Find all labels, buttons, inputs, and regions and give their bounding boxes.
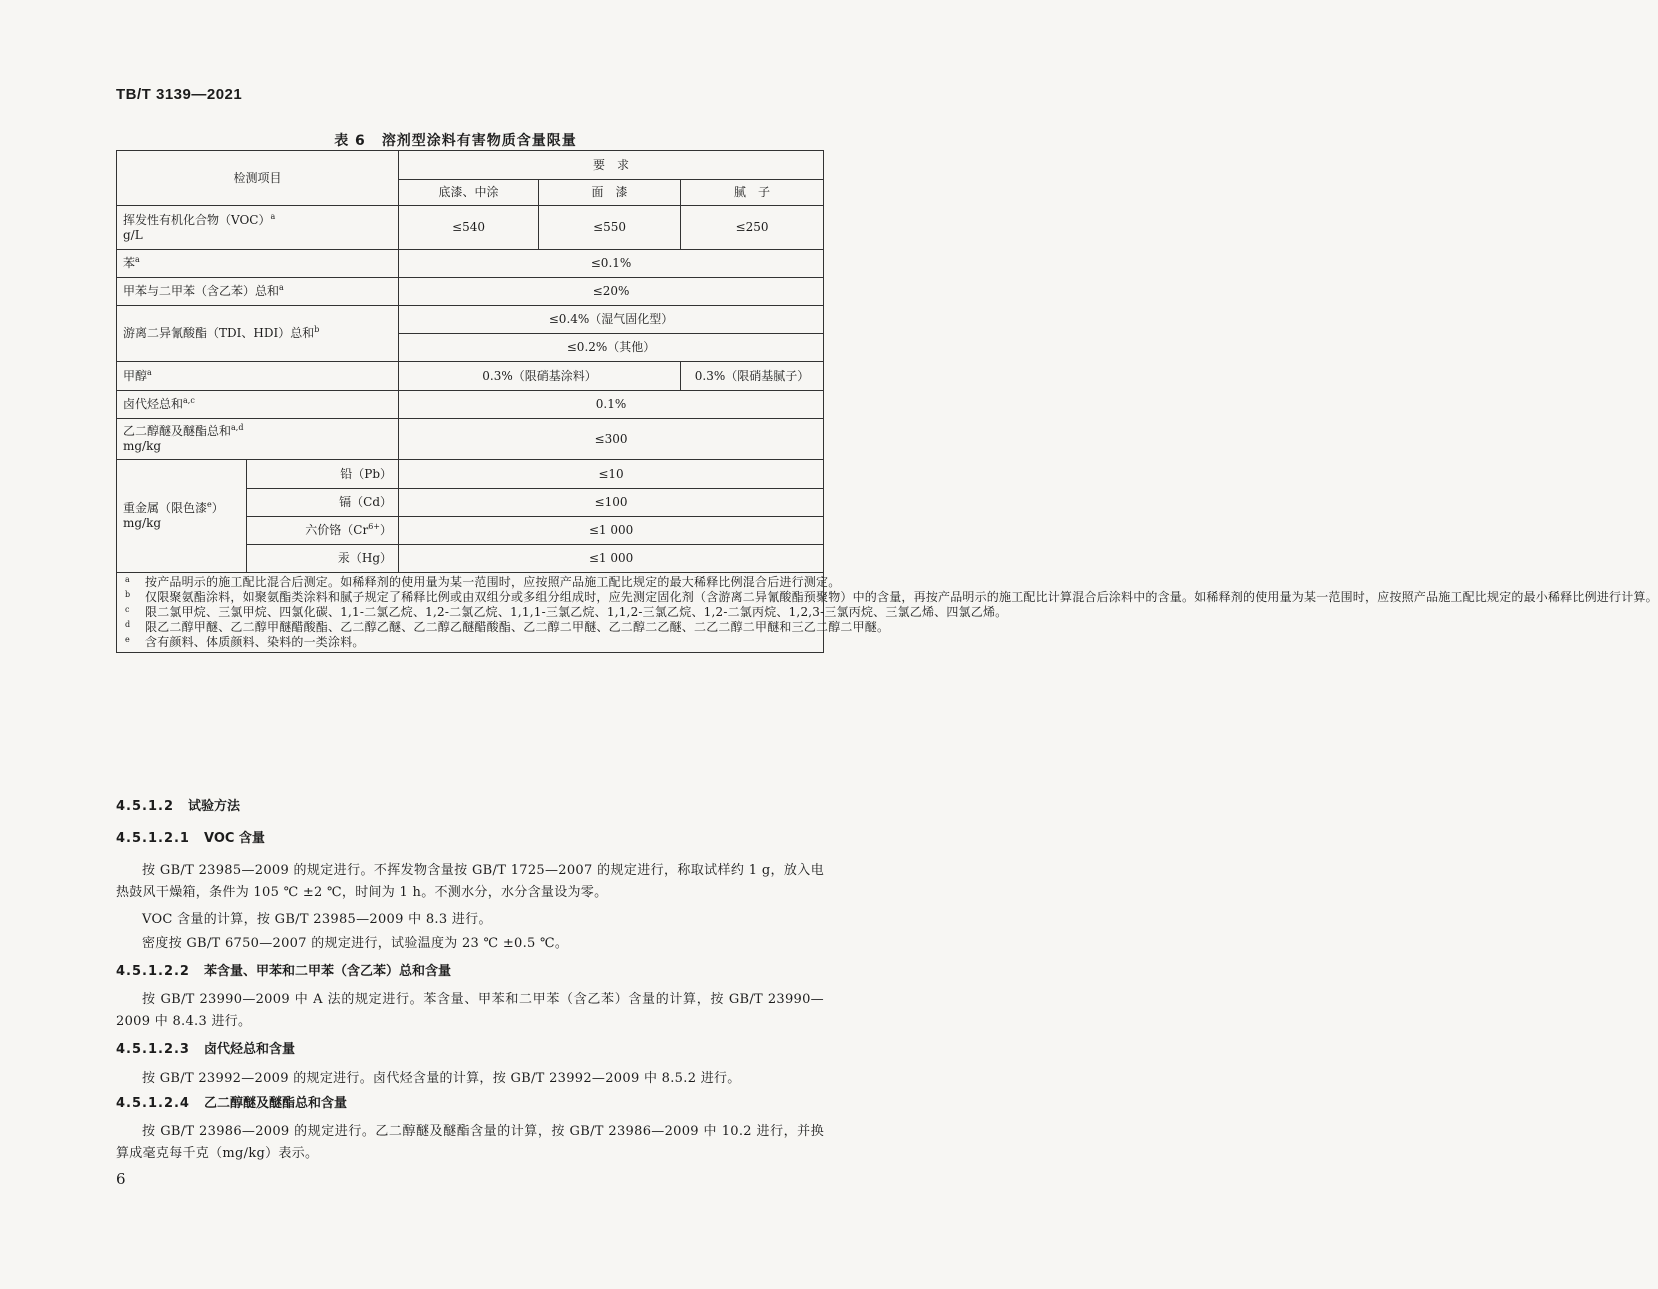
- row-label: 卤代烃总和$^{a,c}$: [117, 391, 399, 419]
- row-label: 苯$^a$: [117, 250, 399, 278]
- table-cell: 0.1%: [399, 391, 824, 419]
- section-heading: 4.5.1.2.3 卤代烃总和含量: [116, 1042, 295, 1057]
- note-b: b 仅限聚氨酯涂料，如聚氨酯类涂料和腻子规定了稀释比例或由双组分或多组分组成时，应先测定固化剂（含游离二异氰酸酯预聚物）中的含量，再按产品明示的施工配比计算混合后涂料中的含量。如稀释剂的使用量为某一范围时，应按照产品施工配比规定的最小稀释比例进行计算。: [125, 590, 1658, 604]
- row-label: 游离二异氰酸酯（TDI、HDI）总和$^b$: [117, 306, 399, 362]
- row-label: 重金属（限色漆$^e$） mg/kg: [117, 460, 247, 573]
- table-cell: ≤0.1%: [399, 250, 824, 278]
- limits-table: [116, 150, 1658, 653]
- section-heading: 4.5.1.2.2 苯含量、甲苯和二甲苯（含乙苯）总和含量: [116, 964, 451, 979]
- paragraph: 按 GB/T 23990—2009 中 A 法的规定进行。苯含量、甲苯和二甲苯（含乙苯）含量的计算，按 GB/T 23990—2009 中 8.4.3 进行。: [116, 992, 824, 1029]
- note-a: a 按产品明示的施工配比混合后测定。如稀释剂的使用量为某一范围时，应按照产品施工配比规定的最大稀释比例混合后进行测定。: [125, 575, 841, 589]
- table-row: [117, 306, 824, 334]
- table-row: [117, 362, 824, 391]
- table-row: [117, 460, 824, 489]
- table-header-row: [117, 151, 824, 180]
- table-cell: ≤0.2%（其他）: [399, 334, 824, 362]
- table-cell: ≤540: [399, 206, 539, 250]
- row-label: 甲醇$^a$: [117, 362, 399, 391]
- table-number: 表 6: [334, 133, 366, 149]
- table-title: 溶剂型涂料有害物质含量限量: [381, 133, 577, 149]
- table-row: [117, 391, 824, 419]
- table-row: [117, 250, 824, 278]
- paragraph: 按 GB/T 23986—2009 的规定进行。乙二醇醚及醚酯含量的计算，按 GB/T 23986—2009 中 10.2 进行，并换算成毫克每千克（mg/kg）表示。: [116, 1124, 824, 1161]
- table-cell: ≤1 000: [399, 545, 824, 573]
- row-label: 挥发性有机化合物（VOC）$^a$ g/L: [117, 206, 399, 250]
- table-caption: [0, 130, 911, 150]
- row-label: 乙二醇醚及醚酯总和$^{a,d}$ mg/kg: [117, 419, 399, 460]
- paragraph: VOC 含量的计算，按 GB/T 23985—2009 中 8.3 进行。: [142, 912, 492, 927]
- metal-name: 铅（Pb）: [247, 460, 399, 489]
- section-heading: 4.5.1.2.4 乙二醇醚及醚酯总和含量: [116, 1096, 347, 1111]
- metal-name: 镉（Cd）: [247, 489, 399, 517]
- paragraph: 按 GB/T 23985—2009 的规定进行。不挥发物含量按 GB/T 1725—2007 的规定进行，称取试样约 1 g，放入电热鼓风干燥箱，条件为 105 ℃ ±2 ℃，时间为 1 h。不测水分，水分含量设为零。: [116, 863, 824, 900]
- note-d: d 限乙二醇甲醚、乙二醇甲醚醋酸酯、乙二醇乙醚、乙二醇乙醚醋酸酯、乙二醇二甲醚、乙二醇二乙醚、二乙二醇二甲醚和三乙二醇二甲醚。: [125, 620, 890, 634]
- table-row: [117, 419, 824, 460]
- standard-code: TB/T 3139—2021: [116, 86, 243, 103]
- table-cell: ≤1 000: [399, 517, 824, 545]
- paragraph: 按 GB/T 23992—2009 的规定进行。卤代烃含量的计算，按 GB/T 23992—2009 中 8.5.2 进行。: [142, 1071, 741, 1086]
- table-cell: ≤100: [399, 489, 824, 517]
- header-primer: 底漆、中涂: [399, 180, 539, 206]
- page-number: 6: [116, 1170, 126, 1188]
- note-c: c 限二氯甲烷、三氯甲烷、四氯化碳、1,1-二氯乙烷、1,2-二氯乙烷、1,1,1-三氯乙烷、1,1,2-三氯乙烷、1,2-二氯丙烷、1,2,3-三氯丙烷、三氯乙烯、四氯乙烯。: [125, 605, 1008, 619]
- notes-row: [117, 573, 824, 653]
- header-requirement: 要 求: [399, 151, 824, 180]
- table-row: [117, 206, 824, 250]
- table-cell: ≤300: [399, 419, 824, 460]
- table-cell: ≤20%: [399, 278, 824, 306]
- table-cell: ≤0.4%（湿气固化型）: [399, 306, 824, 334]
- table-cell: ≤250: [681, 206, 824, 250]
- table-cell: 0.3%（限硝基腻子）: [681, 362, 824, 391]
- table-cell: ≤550: [539, 206, 681, 250]
- table-notes: [117, 573, 1658, 653]
- paragraph: 密度按 GB/T 6750—2007 的规定进行，试验温度为 23 ℃ ±0.5 ℃。: [142, 936, 569, 951]
- header-putty: 腻 子: [681, 180, 824, 206]
- row-label: 甲苯与二甲苯（含乙苯）总和$^a$: [117, 278, 399, 306]
- metal-name: 六价铬$(Cr^{6+})$: [247, 517, 399, 545]
- table-cell: 0.3%（限硝基涂料）: [399, 362, 681, 391]
- metal-name: 汞（Hg）: [247, 545, 399, 573]
- table-cell: ≤10: [399, 460, 824, 489]
- header-item: 检测项目: [117, 151, 399, 206]
- header-topcoat: 面 漆: [539, 180, 681, 206]
- table-row: [117, 278, 824, 306]
- section-heading: 4.5.1.2.1 VOC 含量: [116, 831, 265, 846]
- section-heading: 4.5.1.2 试验方法: [116, 799, 241, 814]
- note-e: e 含有颜料、体质颜料、染料的一类涂料。: [125, 635, 365, 649]
